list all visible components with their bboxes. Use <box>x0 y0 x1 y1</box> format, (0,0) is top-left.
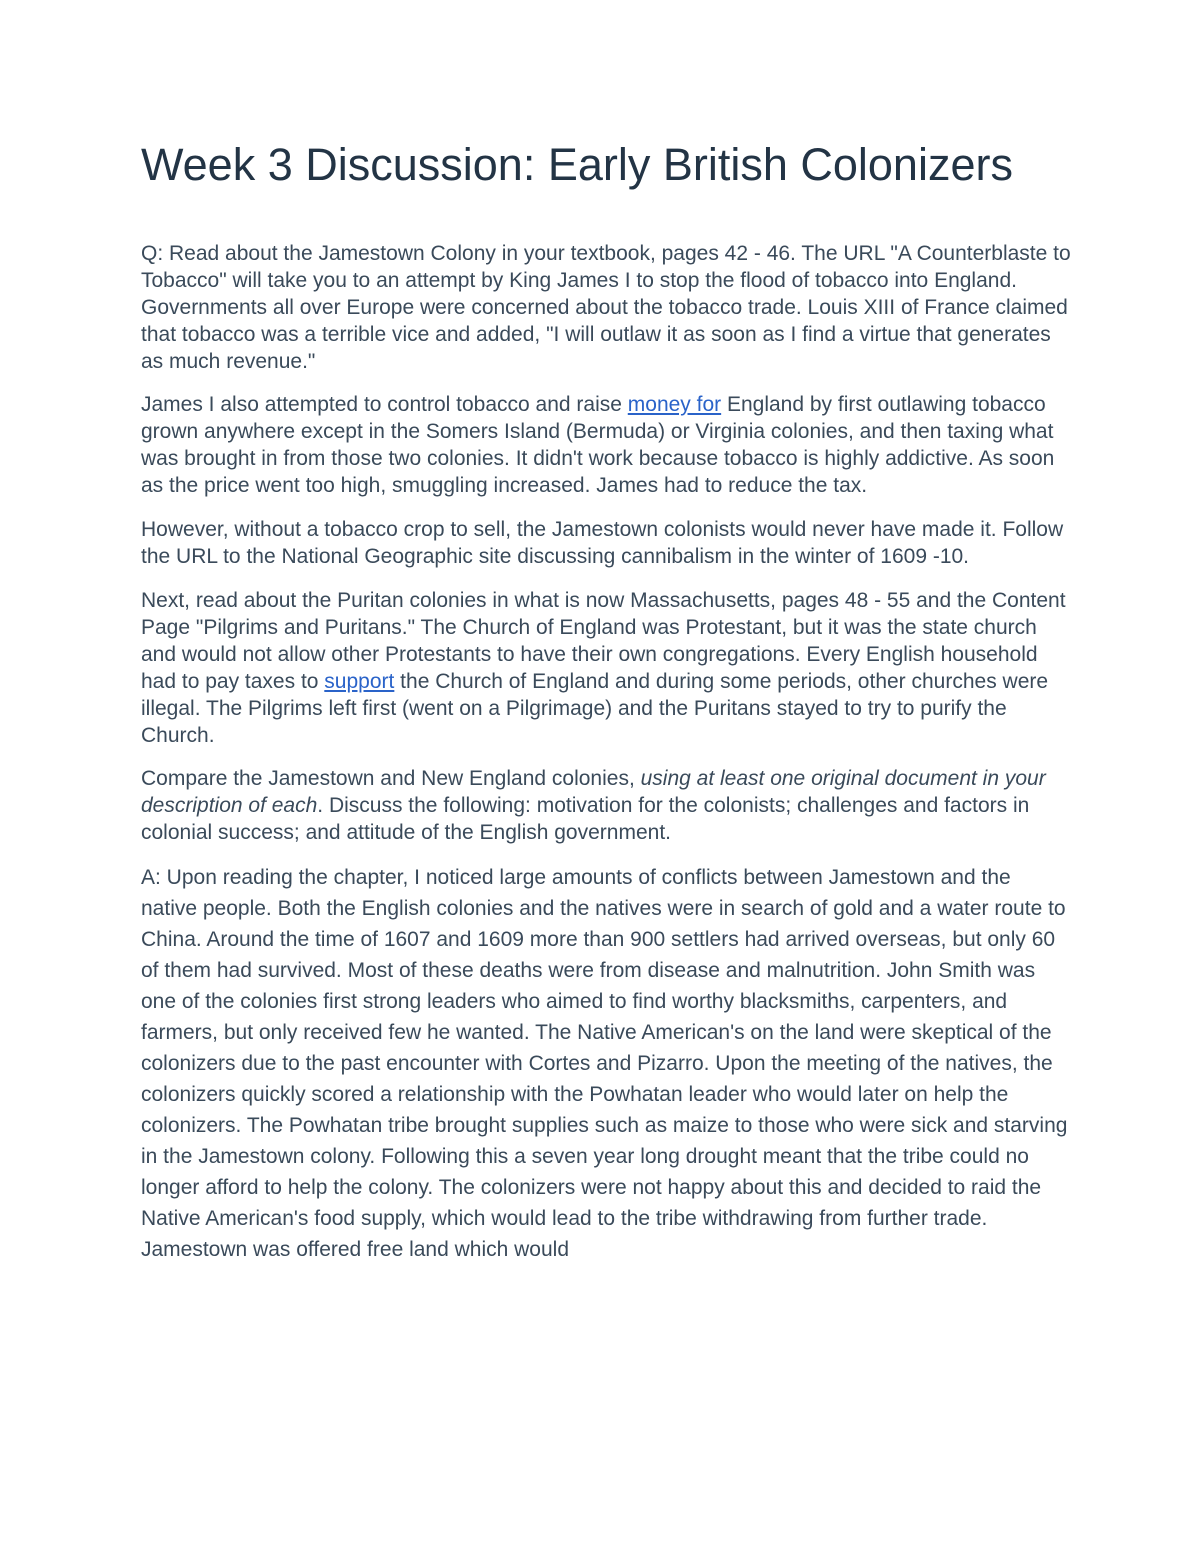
paragraph-text: Compare the Jamestown and New England colonies, <box>141 767 641 790</box>
question-paragraph-4 <box>141 587 1071 749</box>
question-paragraph-2 <box>141 391 1071 499</box>
italic-emphasis: using at least one original document in your description of each <box>141 767 1046 817</box>
question-paragraph-3: However, without a tobacco crop to sell, the Jamestown colonists would never have made it. Follow the URL to the National Geographic site discussing cannibalism in the winter of 1609 -10. <box>141 518 1064 568</box>
paragraph-text: the Church of England and during some periods, other churches were illegal. The Pilgrims left first (went on a Pilgrimage) and the Puritans stayed to try to purify the Church. <box>141 670 1049 747</box>
paragraph-text: . Discuss the following: motivation for the colonists; challenges and factors in colonial success; and attitude of the English government. <box>141 794 1030 844</box>
support-link[interactable]: support <box>324 670 395 693</box>
question-paragraph-1: Q: Read about the Jamestown Colony in your textbook, pages 42 - 46. The URL "A Counterblaste to Tobacco" will take you to an attempt by King James I to stop the flood of tobacco into England. Governments all over Europe were concerned about the tobacco trade. Louis XIII of France claimed that tobacco was a terrible vice and added, "I will outlaw it as soon as I find a virtue that generates as much revenue." <box>141 242 1071 373</box>
paragraph-text: Next, read about the Puritan colonies in what is now Massachusetts, pages 48 - 55 and the Content Page "Pilgrims and Puritans." The Church of England was Protestant, but it was the state church and would not allow other Protestants to have their own congregations. Every English household had to pay taxes to <box>141 589 1066 693</box>
document-title: Week 3 Discussion: Early British Colonizers <box>141 139 1013 190</box>
question-paragraph-5 <box>141 765 1071 846</box>
paragraph-text: James I also attempted to control tobacco and raise <box>141 393 628 416</box>
answer-paragraph: A: Upon reading the chapter, I noticed large amounts of conflicts between Jamestown and the native people. Both the English colonies and the natives were in search of gold and a water route to China. Around the time of 1607 and 1609 more than 900 settlers had arrived overseas, but only 60 of them had survived. Most of these deaths were from disease and malnutrition. John Smith was one of the colonies first strong leaders who aimed to find worthy blacksmiths, carpenters, and farmers, but only received few he wanted. The Native American's on the land were skeptical of the colonizers due to the past encounter with Cortes and Pizarro. Upon the meeting of the natives, the colonizers quickly scored a relationship with the Powhatan leader who would later on help the colonizers. The Powhatan tribe brought supplies such as maize to those who were sick and starving in the Jamestown colony. Following this a seven year long drought meant that the tribe could no longer afford to help the colony. The colonizers were not happy about this and decided to raid the Native American's food supply, which would lead to the tribe withdrawing from further trade. Jamestown was offered free land which would <box>141 866 1068 1261</box>
money-for-link[interactable]: money for <box>627 393 722 416</box>
paragraph-text: England by first outlawing tobacco grown anywhere except in the Somers Island (Bermuda) or Virginia colonies, and then taxing what was brought in from those two colonies. It didn't work because tobacco is highly addictive. As soon as the price went too high, smuggling increased. James had to reduce the tax. <box>141 393 1055 497</box>
document-body <box>141 240 1071 1265</box>
